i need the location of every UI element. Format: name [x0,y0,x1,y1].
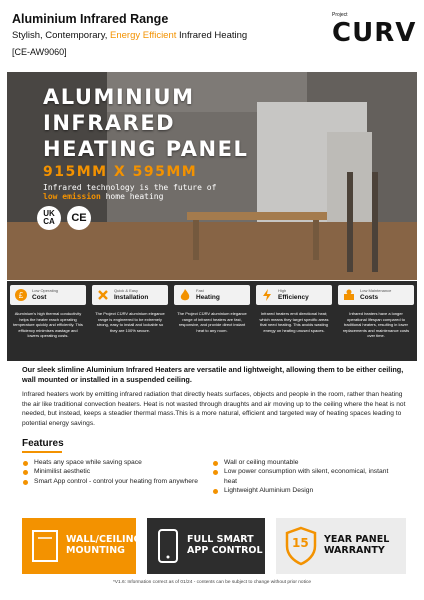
hero-tagline-2: low emission home heating [43,192,164,201]
warranty-number: 15 [292,536,309,550]
app-badge-line1: FULL SMART [187,534,254,545]
bullet-icon [213,470,218,475]
warranty-badge [276,518,406,574]
benefit-fast-heating: Fast Heating The Project CÜRV aluminium elegance range of infrared heaters are fast, responsive, and provide direct instant heat to any room. [171,281,253,361]
product-code: [CE-AW9060] [12,47,67,57]
wall-panel-icon [30,528,60,564]
feature-item: Wall or ceiling mountable [212,458,402,467]
ce-mark-icon: CE [67,206,91,230]
bullet-icon [213,461,218,466]
benefit-maintenance: Low Maintenance Costs Infrared heaters have a longer operational lifespan compared to traditional heaters, resulting in lower replacements and maintenance costs over time. [335,281,417,361]
warranty-line1: YEAR PANEL [324,534,390,545]
bullet-icon [213,489,218,494]
benefit-text: The Project CÜRV aluminium elegance range of infrared heaters are fast, responsive, and provide direct instant heat to any room. [177,311,247,333]
intro-paragraph: Our sleek slimline Aluminium Infrared Heaters are versatile and lightweight, allowing them to be either ceiling, wall mounted or installed in a suspended ceiling. [22,365,404,384]
feature-item: Minimilist aesthetic [22,467,212,476]
benefits-strip [7,281,417,361]
wall-ceiling-badge [22,518,142,574]
subtitle-accent: Energy Efficient [110,30,177,41]
benefit-text: The Project CÜRV aluminium elegance range is engineered to be extremely strong, easy to install and lockable so they are 100% secure. [95,311,165,333]
hero-heading-3: HEATING PANEL [43,137,249,161]
wall-badge-line2: MOUNTING [66,545,125,556]
smartphone-icon [157,528,179,564]
features-list-right [212,458,402,495]
feature-item: Lightweight Aluminium Design [212,486,402,495]
features-divider [22,451,62,453]
page-title: Aluminium Infrared Range [12,12,169,26]
benefit-text: Infrared heaters have a longer operational lifespan compared to traditional heaters, resulting in lower replacements and maintenance costs over time. [342,311,410,339]
benefit-low-operating-cost: £ Low Operating Cost Aluminium's high thermal conductivity helps the heater reach operating temperature quickly and efficiently. This efficiency minimises wastage and lowers operating costs. [7,281,89,361]
hero-banner [7,72,417,280]
benefit-installation: Quick & Easy Installation The Project CÜRV aluminium elegance range is engineered to be extremely strong, easy to install and lockable so they are 100% secure. [89,281,171,361]
benefit-efficiency: High Efficiency Infrared heaters emit directional heat; which means they target specific areas that need heating. This avoids wasting energy on heating unused spaces. [253,281,335,361]
hero-heading-1: ALUMINIUM [43,85,195,109]
brand-logo [332,12,417,52]
savings-icon [342,288,356,302]
brand-name: CURV [332,18,417,48]
footnote: *V1.6: Information correct as of 01/24 - contents can be subject to change without prior notice [112,580,312,585]
ukca-mark-icon: UK CA [37,206,61,230]
features-list-left [22,458,212,486]
feature-item: Low power consumption with silent, economical, instant heat [212,467,402,486]
brand-small: Project [332,12,348,18]
wrench-screwdriver-icon [96,288,110,302]
wall-badge-line1: WALL/CEILING [66,534,142,545]
lightning-icon [260,288,274,302]
feature-item: Smart App control - control your heating from anywhere [22,477,212,486]
app-badge-line2: APP CONTROL [187,545,263,556]
page-subtitle: Stylish, Contemporary, Energy Efficient Infrared Heating [12,30,248,41]
hero-tagline: Infrared technology is the future of [43,183,217,192]
app-control-badge [147,518,265,574]
hero-dimensions: 915MM X 595MM [43,164,198,180]
flame-icon [178,288,192,302]
warranty-line2: WARRANTY [324,545,385,556]
hero-text [43,84,248,201]
benefit-text: Infrared heaters emit directional heat; which means they target specific areas that need heating. This avoids wasting energy on heating unused spaces. [259,311,329,333]
bullet-icon [23,461,28,466]
benefit-text: Aluminium's high thermal conductivity helps the heater reach operating temperature quickly and efficiently. This efficiency minimises wastage and lowers operating costs. [13,311,83,339]
features-heading: Features [22,438,64,449]
svg-text:£: £ [18,291,24,300]
hero-heading-2: INFRARED [43,111,176,135]
bullet-icon [23,470,28,475]
feature-item: Heats any space while saving space [22,458,212,467]
body-paragraph: Infrared heaters work by emitting infrared radiation that directly heats surfaces, objects and people in the room, rather than heating the air like traditional convection heaters. Heat is not wasted through draughts and air moving up to the ceiling where the heat is not needed, but instead, keeps a steadier thermal mass.This is a more natural, efficient and targeted way of heating spaces leading to potential energy savings. [22,391,406,427]
piggy-bank-icon [14,288,28,302]
bullet-icon [23,480,28,485]
header [0,0,424,72]
